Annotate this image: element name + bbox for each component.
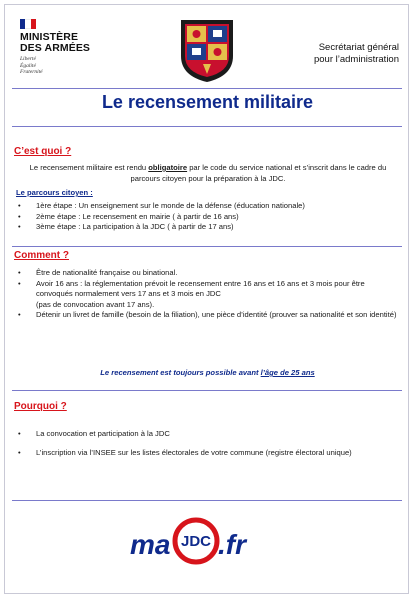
bullet-icon: • — [18, 278, 21, 288]
divider — [12, 500, 402, 501]
comment-item-extra: (pas de convocation avant 17 ans). — [36, 299, 155, 309]
bullet-icon: • — [18, 268, 21, 277]
sga-line2: pour l’administration — [313, 54, 399, 65]
note-age: l’âge de 25 ans — [260, 368, 315, 377]
majdc-logo — [128, 516, 288, 566]
list-item: • La convocation et participation à la JDC — [18, 429, 170, 438]
logo-ma: ma — [130, 529, 171, 560]
cest-quoi-text-before: Le recensement militaire est rendu — [29, 163, 149, 172]
ministry-name — [20, 32, 90, 54]
list-item: • L’inscription via l’INSEE sur les listes électorales de votre commune (registre électoral unique) — [18, 447, 352, 457]
pourquoi-list — [14, 429, 399, 458]
comment-list — [14, 268, 399, 321]
header-divider — [12, 88, 402, 89]
logo-fr: .fr — [218, 529, 246, 560]
ministry-line1: MINISTÈRE — [20, 31, 79, 43]
sga-crest-icon — [177, 16, 237, 84]
parcours-list — [14, 201, 399, 233]
motto-fraternite: Fraternité — [20, 69, 43, 75]
bullet-icon: • — [18, 447, 21, 457]
section-heading-pourquoi: Pourquoi ? — [14, 401, 67, 412]
cest-quoi-obligatoire: obligatoire — [148, 163, 188, 172]
age-limit-note — [0, 368, 415, 377]
motto-egalite: Égalité — [20, 62, 36, 69]
title-divider — [12, 126, 402, 127]
section-heading-cest-quoi: C’est quoi ? — [14, 146, 72, 157]
motto-liberte: Liberté — [20, 56, 36, 62]
ministry-line2: DES ARMÉES — [20, 42, 91, 54]
marianne-flag-icon — [20, 19, 36, 29]
bullet-icon: • — [18, 310, 21, 320]
page-title: Le recensement militaire — [101, 92, 314, 112]
bullet-icon: • — [18, 222, 21, 232]
republic-motto — [20, 56, 43, 76]
note-text: Le recensement est toujours possible avant — [100, 368, 261, 377]
list-item: • 1ère étape : Un enseignement sur le monde de la défense (éducation nationale) — [18, 201, 305, 210]
divider — [12, 390, 402, 391]
cest-quoi-text-after: par le code du service national et s’inscrit dans le cadre du parcours citoyen pour la préparation à la JDC. — [130, 163, 387, 183]
list-item: • Détenir un livret de famille (besoin de la filiation), une pièce d’identité (prouver sa nationalité et son identité) — [18, 310, 397, 320]
sga-label — [314, 42, 399, 66]
list-item: • Avoir 16 ans : la réglementation prévoit le recensement entre 16 ans et 16 ans et 3 mois pour être convoqués normalement vers 17 ans et 3 mois en JDC (pas de convocation avant 17 ans). — [18, 278, 365, 309]
list-item: • 3ème étape : La participation à la JDC ( à partir de 17 ans) — [18, 222, 234, 232]
bullet-icon: • — [18, 201, 21, 210]
section-heading-comment: Comment ? — [14, 250, 69, 261]
divider — [12, 246, 402, 247]
list-item: • Être de nationalité française ou binational. — [18, 268, 178, 277]
cest-quoi-paragraph — [18, 163, 398, 184]
list-item: • 2ème étape : Le recensement en mairie ( à partir de 16 ans) — [18, 211, 239, 221]
bullet-icon: • — [18, 211, 21, 221]
parcours-citoyen-heading: Le parcours citoyen : — [16, 188, 93, 197]
sga-line1: Secrétariat général — [318, 42, 399, 53]
bullet-icon: • — [18, 429, 21, 438]
logo-jdc: JDC — [180, 533, 212, 550]
